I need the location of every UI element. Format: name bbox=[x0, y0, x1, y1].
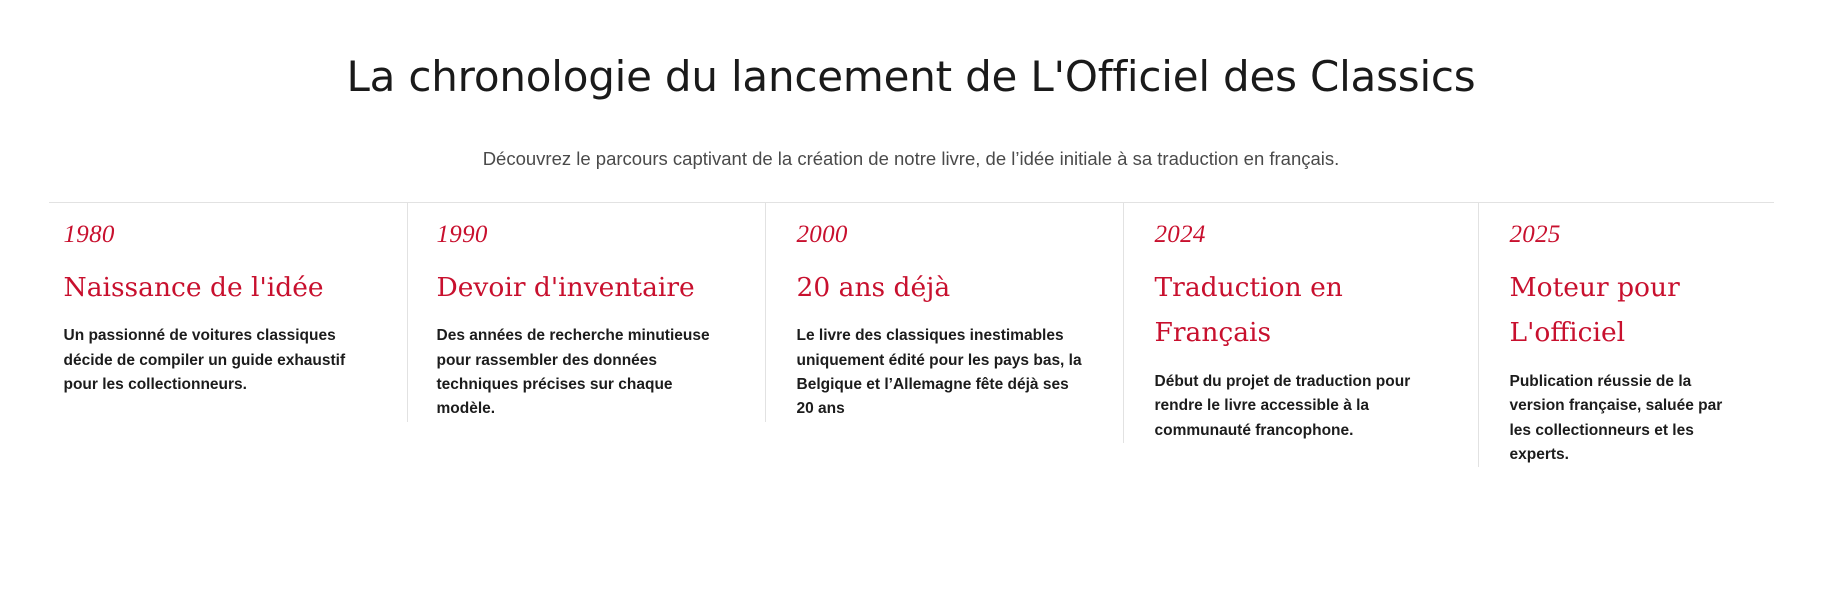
timeline-item-year: 2025 bbox=[1509, 221, 1561, 249]
page-subtitle: Découvrez le parcours captivant de la création de notre livre, de l’idée initiale à sa traduction en français. bbox=[482, 148, 1340, 170]
page-header bbox=[0, 0, 1822, 172]
timeline-item-year: 2000 bbox=[796, 221, 848, 249]
timeline-item bbox=[1123, 203, 1478, 443]
timeline bbox=[49, 202, 1774, 467]
timeline-item-description: Publication réussie de la version française, saluée par les collectionneurs et les experts. bbox=[1509, 372, 1723, 463]
timeline-item bbox=[765, 203, 1123, 421]
timeline-item-heading: Devoir d'inventaire bbox=[436, 271, 695, 303]
page-title: La chronologie du lancement de L'Officiel des Classics bbox=[346, 52, 1476, 101]
timeline-item bbox=[407, 203, 765, 421]
timeline-item-year: 2024 bbox=[1154, 221, 1206, 249]
timeline-item-description: Début du projet de traduction pour rendre le livre accessible à la communauté francophone. bbox=[1154, 372, 1411, 439]
timeline-item-heading: 20 ans déjà bbox=[796, 271, 951, 303]
timeline-item bbox=[49, 203, 407, 397]
timeline-item-description: Des années de recherche minutieuse pour rassembler des données techniques précises sur chaque modèle. bbox=[436, 327, 710, 418]
timeline-item-year: 1980 bbox=[63, 221, 115, 249]
timeline-item-heading: Traduction en Français bbox=[1154, 271, 1343, 349]
timeline-item-heading: Moteur pour L'officiel bbox=[1509, 271, 1680, 349]
timeline-item-year: 1990 bbox=[436, 221, 488, 249]
timeline-item bbox=[1478, 203, 1774, 467]
timeline-item-description: Le livre des classiques inestimables uniquement édité pour les pays bas, la Belgique et l’Allemagne fête déjà ses 20 ans bbox=[796, 327, 1082, 418]
timeline-item-description: Un passionné de voitures classiques décide de compiler un guide exhaustif pour les collectionneurs. bbox=[63, 327, 346, 394]
timeline-item-heading: Naissance de l'idée bbox=[63, 271, 324, 303]
